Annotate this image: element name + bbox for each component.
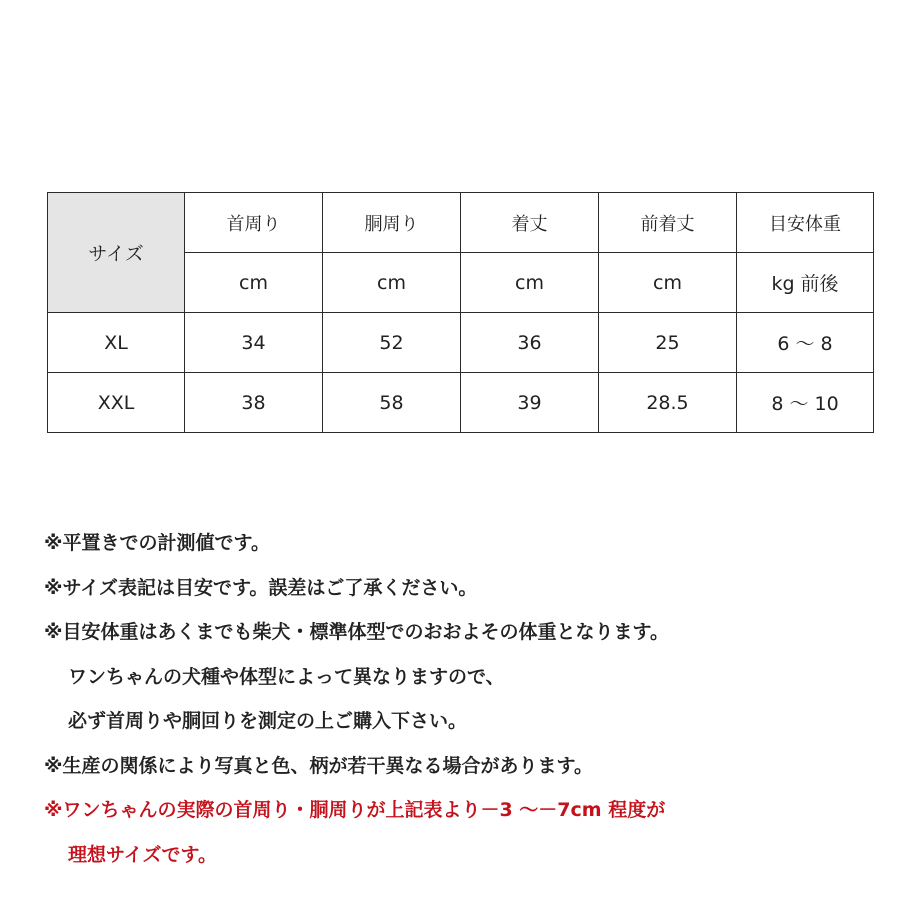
value-neck: 34 [185, 313, 323, 373]
col-header-weight: 目安体重 [737, 193, 874, 253]
size-label: XXL [48, 373, 185, 433]
size-label: XL [48, 313, 185, 373]
col-header-neck: 首周り [185, 193, 323, 253]
col-header-chest: 胴周り [323, 193, 461, 253]
table-row [48, 373, 874, 433]
size-table [47, 192, 874, 433]
value-weight: 8 〜 10 [737, 373, 874, 433]
unit-chest: cm [323, 253, 461, 313]
col-header-front-length: 前着丈 [599, 193, 737, 253]
unit-weight: kg 前後 [737, 253, 874, 313]
unit-front-length: cm [599, 253, 737, 313]
note-ideal-size-cont: 理想サイズです。 [68, 843, 217, 866]
note-breed-difference: ワンちゃんの犬種や体型によって異なりますので、 [68, 665, 505, 688]
unit-neck: cm [185, 253, 323, 313]
col-header-length: 着丈 [461, 193, 599, 253]
value-length: 39 [461, 373, 599, 433]
value-chest: 52 [323, 313, 461, 373]
size-header-cell: サイズ [48, 193, 185, 313]
unit-length: cm [461, 253, 599, 313]
value-front-length: 28.5 [599, 373, 737, 433]
header-row-names [48, 193, 874, 253]
note-ideal-size: ※ワンちゃんの実際の首周り・胴周りが上記表より－3 〜－7cm 程度が [44, 799, 666, 821]
value-neck: 38 [185, 373, 323, 433]
table-row [48, 313, 874, 373]
note-weight-guide: ※目安体重はあくまでも柴犬・標準体型でのおおよその体重となります。 [44, 621, 669, 643]
note-measure-before-purchase: 必ず首周りや胴回りを測定の上ご購入下さい。 [68, 710, 468, 732]
value-front-length: 25 [599, 313, 737, 373]
value-chest: 58 [323, 373, 461, 433]
note-production-variance: ※生産の関係により写真と色、柄が若干異なる場合があります。 [44, 754, 593, 777]
note-size-guide: ※サイズ表記は目安です。誤差はご了承ください。 [44, 576, 478, 599]
notes-section [44, 521, 904, 877]
value-weight: 6 〜 8 [737, 313, 874, 373]
note-measurement: ※平置きでの計測値です。 [44, 532, 270, 554]
value-length: 36 [461, 313, 599, 373]
